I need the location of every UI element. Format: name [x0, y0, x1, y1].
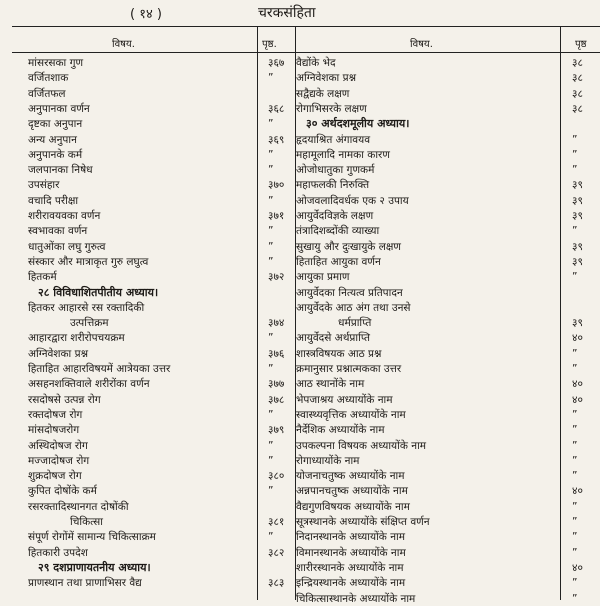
- index-entry: महाफलकी निरुक्ति: [296, 179, 370, 192]
- index-entry: हितकर्म: [28, 271, 57, 284]
- page-ref: ”: [572, 500, 578, 513]
- page-ref: ४०: [572, 485, 583, 498]
- index-entry: वैद्यगुणविषयक अध्यायोंके नाम: [296, 500, 410, 513]
- index-entry: धर्मप्राप्ति: [338, 317, 372, 330]
- page-ref: ३८: [572, 87, 583, 100]
- index-entry: नैर्देशिक अध्यायोंके नाम: [296, 424, 385, 437]
- page-ref: ”: [268, 225, 274, 238]
- page-ref: ४०: [572, 561, 583, 574]
- index-entry: प्राणस्थान तथा प्राणाभिसर वैद्य: [28, 577, 142, 590]
- page-ref: ३८: [572, 57, 583, 69]
- page-ref: ३९: [572, 194, 583, 207]
- index-entry: हितकारी उपदेश: [28, 546, 88, 559]
- index-entry: चिकित्सास्थानके अध्यायोंके नाम: [296, 592, 416, 605]
- right-subject-heading: विषय.: [410, 39, 433, 50]
- index-entry: शास्त्रविषयक आठ प्रश्न: [296, 347, 382, 360]
- page-ref: ”: [572, 363, 578, 375]
- page-ref: ३८: [572, 102, 583, 115]
- page-ref: ”: [572, 408, 578, 421]
- page-ref: ३९: [572, 317, 583, 330]
- index-entry: तंत्रादिशब्दोंकी व्याख्या: [296, 225, 380, 238]
- page-ref: ”: [268, 454, 274, 467]
- page-ref: ”: [268, 363, 274, 375]
- page-ref: ”: [572, 225, 578, 238]
- page-ref: ३९: [572, 179, 583, 192]
- index-entry: विमानस्थानके अध्यायोंके नाम: [296, 546, 406, 559]
- page-ref: ३८१: [268, 516, 285, 528]
- index-entry: आयुका प्रमाण: [296, 271, 350, 284]
- index-entry: योजनाचतुष्क अध्यायोंके नाम: [296, 470, 405, 483]
- index-entry: धातुओंका लघु गुरुत्व: [28, 240, 106, 253]
- index-entry: हितकर आहारसे रस रक्तादिकी: [28, 301, 145, 314]
- index-entry: हिताहित आहारविषयमें आत्रेयका उत्तर: [28, 363, 171, 375]
- page-ref: ”: [572, 546, 578, 559]
- index-entry: रक्तदोषज रोग: [28, 408, 83, 421]
- right-page-divider: [560, 26, 561, 600]
- page-ref: ”: [268, 531, 274, 544]
- index-entry: हिताहित आयुका वर्णन: [296, 255, 381, 268]
- index-entry: महामूलादि नामका कारण: [296, 148, 390, 161]
- index-entry: उपकल्पना विषयक अध्यायोंके नाम: [296, 439, 427, 452]
- page-ref: ”: [572, 531, 578, 544]
- index-entry: स्वभावका वर्णन: [28, 225, 88, 238]
- page-ref: ”: [572, 577, 578, 590]
- index-entry: क्रमानुसार प्रश्नात्मकका उत्तर: [296, 363, 402, 375]
- index-entry: रोगाध्यायोंके नाम: [296, 454, 360, 467]
- page-ref: ”: [572, 454, 578, 467]
- index-entry: मज्जादोषज रोग: [28, 454, 90, 467]
- page-ref: ”: [268, 194, 274, 207]
- index-entry: स्वास्थ्यवृत्तिक अध्यायोंके नाम: [296, 408, 406, 421]
- index-entry: अनुपानका वर्णन: [28, 102, 90, 115]
- index-entry: वर्जितशाक: [28, 72, 69, 85]
- index-entry: जलपानका निषेध: [28, 164, 93, 177]
- page-ref: ”: [572, 516, 578, 528]
- page-ref: ”: [572, 470, 578, 483]
- page-ref: ३६८: [268, 102, 285, 115]
- index-entry: शरीरावयवका वर्णन: [28, 210, 101, 222]
- right-page-heading: पृष्ठ: [575, 39, 587, 50]
- index-entry: निदानस्थानके अध्यायोंके नाम: [296, 531, 406, 544]
- page-ref: ३७२: [268, 271, 285, 284]
- index-entry: रसरक्तादिस्थानगत दोषोंकी: [28, 500, 129, 513]
- index-entry: उपसंहार: [28, 179, 60, 192]
- page-ref: ”: [268, 72, 274, 85]
- page-ref: ”: [572, 439, 578, 452]
- index-entry: शुक्रदोषज रोग: [28, 470, 82, 483]
- index-entry: इन्द्रियस्थानके अध्यायोंके नाम: [296, 577, 406, 590]
- page-ref: ३८२: [268, 546, 285, 559]
- chapter-heading: २८ विविधाशितपीतीय अध्याय।: [38, 285, 159, 299]
- index-entry: ओजवलादिवर्धक एक २ उपाय: [296, 194, 409, 207]
- page-ref: ”: [268, 240, 274, 253]
- index-entry: कुपित दोषोंके कर्म: [28, 485, 97, 498]
- index-entry: चिकित्सा: [70, 516, 103, 528]
- page-ref: ३७१: [268, 210, 285, 222]
- index-entry: मांसदोषजरोग: [28, 424, 80, 437]
- page-ref: ३७४: [268, 317, 285, 330]
- top-rule: [12, 26, 600, 27]
- page-ref: ”: [268, 485, 274, 498]
- index-entry: रोगाभिसरके लक्षण: [296, 102, 367, 115]
- page-ref: ३७८: [268, 393, 285, 406]
- index-entry: सद्वैद्यके लक्षण: [296, 87, 350, 100]
- index-entry: सुखायु और दुःखायुके लक्षण: [296, 240, 401, 253]
- page-ref: ४०: [572, 393, 583, 406]
- index-entry: रसदोषसे उत्पन्न रोग: [28, 393, 101, 406]
- header-rule: [12, 52, 600, 53]
- page-ref: ३७०: [268, 179, 285, 192]
- index-entry: आठ स्थानोंके नाम: [296, 378, 365, 391]
- index-entry: वचादि परीक्षा: [28, 194, 79, 207]
- page-number: ( १४ ): [130, 7, 162, 22]
- index-entry: मांसरसका गुण: [28, 57, 84, 69]
- index-entry: अनुपानके कर्म: [28, 148, 83, 161]
- index-entry: अन्नपानचतुष्क अध्यायोंके नाम: [296, 485, 408, 498]
- page-ref: ३६७: [268, 57, 285, 69]
- page-ref: ३७६: [268, 347, 285, 360]
- index-entry: आहारद्वारा शरीरोपचयक्रम: [28, 332, 125, 345]
- page-ref: ३७९: [268, 424, 285, 437]
- index-entry: दृष्टका अनुपान: [28, 118, 83, 131]
- page-ref: ३९: [572, 240, 583, 253]
- left-page-divider: [257, 26, 258, 600]
- page-ref: ३९: [572, 210, 583, 222]
- page-ref: ३८: [572, 72, 583, 85]
- index-entry: शारीरस्थानके अध्यायोंके नाम: [296, 561, 404, 574]
- page-ref: ”: [572, 347, 578, 360]
- index-entry: सूत्रस्थानके अध्यायोंके संक्षिप्त वर्णन: [296, 516, 430, 528]
- page-ref: ”: [268, 332, 274, 345]
- chapter-heading: २९ दशप्राणायतनीय अध्याय।: [38, 560, 151, 574]
- index-entry: ओजोधातुका गुणकर्म: [296, 164, 375, 177]
- page-ref: ४०: [572, 378, 583, 391]
- page-ref: ”: [572, 148, 578, 161]
- index-entry: वर्जितफल: [28, 87, 66, 100]
- page-ref: ”: [572, 592, 578, 605]
- page-ref: ४०: [572, 332, 583, 345]
- index-entry: वैद्योंके भेद: [296, 57, 336, 69]
- index-entry: संस्कार और मात्राकृत गुरु लघुत्व: [28, 255, 149, 268]
- index-entry: आयुर्वेदविज्ञके लक्षण: [296, 210, 374, 222]
- page-ref: ”: [268, 118, 274, 131]
- index-entry: अग्निवेशका प्रश्न: [296, 72, 357, 85]
- page-ref: ३६९: [268, 133, 285, 146]
- chapter-heading: ३० अर्थदशमूलीय अध्याय।: [306, 117, 410, 131]
- page-ref: ३७७: [268, 378, 285, 391]
- page-ref: ”: [572, 133, 578, 146]
- index-entry: उत्पत्तिक्रम: [70, 317, 109, 330]
- page-ref: ३९: [572, 255, 583, 268]
- left-page-heading: पृष्ठ.: [262, 39, 277, 50]
- index-entry: भेपजाश्रय अध्यायोंके नाम: [296, 393, 393, 406]
- index-entry: संपूर्ण रोगोंमें सामान्य चिकित्साक्रम: [28, 531, 156, 544]
- index-entry: हृदयाश्रित अंगावयव: [296, 133, 371, 146]
- index-entry: आयुर्वेदका नित्यत्व प्रतिपादन: [296, 286, 403, 299]
- index-entry: अस्थिदोषज रोग: [28, 439, 88, 452]
- page-ref: ”: [572, 164, 578, 177]
- index-entry: आयुर्वेदसे अर्थप्राप्ति: [296, 332, 371, 345]
- page-ref: ”: [572, 424, 578, 437]
- page-ref: ”: [268, 164, 274, 177]
- index-entry: आयुर्वेदके आठ अंग तथा उनसे: [296, 301, 411, 314]
- page-title: चरकसंहिता: [258, 5, 316, 21]
- page-ref: ३८३: [268, 577, 285, 590]
- left-subject-heading: विषय.: [112, 39, 135, 50]
- page-ref: ३८०: [268, 470, 285, 483]
- index-entry: अग्निवेशका प्रश्न: [28, 347, 89, 360]
- index-entry: असहनशक्तिवाले शरीरोंका वर्णन: [28, 378, 150, 391]
- page-ref: ”: [268, 439, 274, 452]
- page-ref: ”: [268, 408, 274, 421]
- index-entry: अन्य अनुपान: [28, 133, 77, 146]
- page-ref: ”: [268, 148, 274, 161]
- page-ref: ”: [572, 271, 578, 284]
- page-ref: ”: [268, 255, 274, 268]
